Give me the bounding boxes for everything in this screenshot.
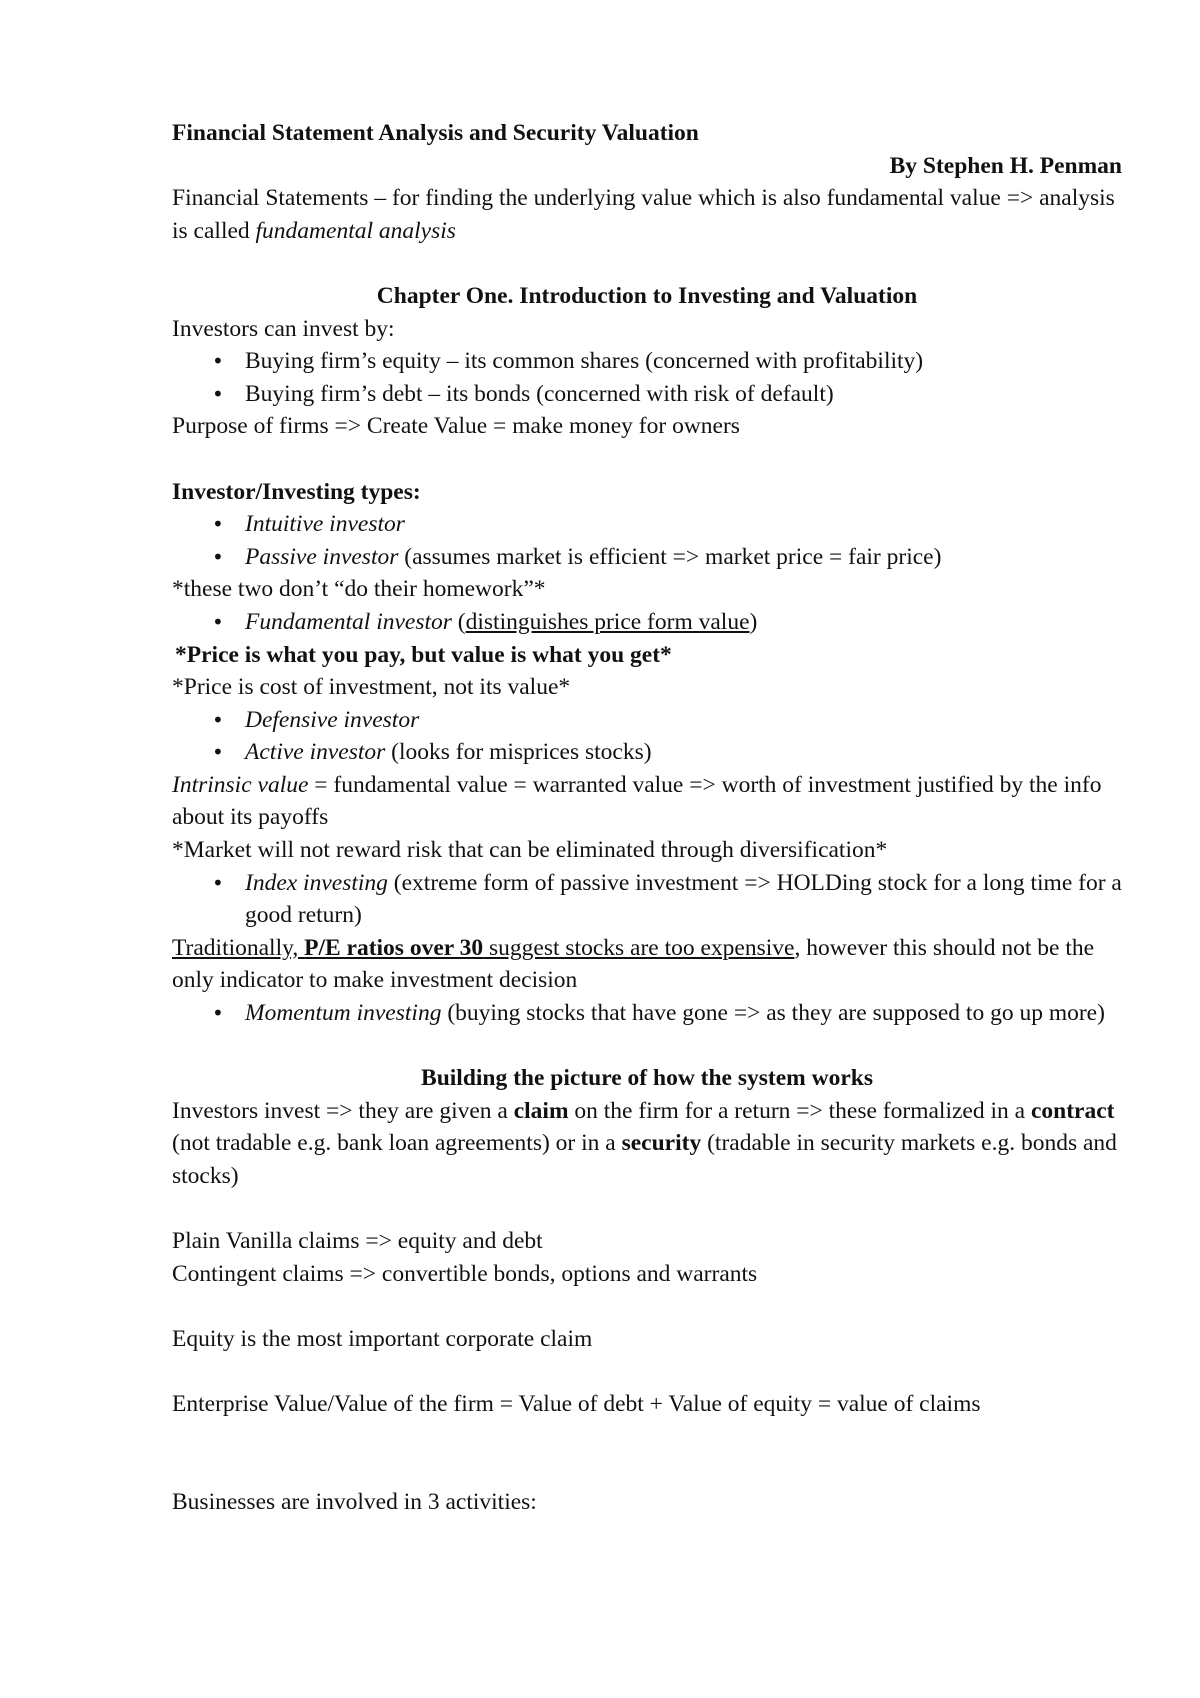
purpose-line: Purpose of firms => Create Value = make money for owners bbox=[172, 413, 740, 440]
document-title: Financial Statement Analysis and Security Valuation bbox=[172, 120, 699, 146]
enterprise-value-paragraph: Enterprise Value/Value of the firm = Value of debt + Value of equity = value of claims bbox=[172, 1391, 981, 1418]
types-list-4 bbox=[172, 867, 1122, 932]
types-list-1 bbox=[172, 508, 1122, 573]
activities-line: Businesses are involved in 3 activities: bbox=[172, 1488, 537, 1515]
equity-important-line: Equity is the most important corporate claim bbox=[172, 1325, 593, 1352]
invest-list bbox=[172, 345, 1122, 410]
list-item: • Buying firm’s debt – its bonds (concerned with risk of default) bbox=[172, 378, 1122, 411]
price-cost-note: *Price is cost of investment, not its value* bbox=[172, 674, 571, 701]
list-item: • Passive investor (assumes market is efficient => market price = fair price) bbox=[172, 541, 1122, 574]
list-item: • Defensive investor bbox=[172, 704, 1122, 737]
list-item: • Fundamental investor (distinguishes price form value) bbox=[172, 606, 1122, 639]
contingent-line: Contingent claims => convertible bonds, options and warrants bbox=[172, 1260, 758, 1287]
market-note: *Market will not reward risk that can be eliminated through diversification* bbox=[172, 837, 888, 864]
plain-vanilla-line: Plain Vanilla claims => equity and debt bbox=[172, 1228, 543, 1255]
claims-paragraph: Investors invest => they are given a claim on the firm for a return => these formalized in a contract (not tradable e.g. bank loan agreements) or in a security (tradable in security markets e.g. bonds and stocks) bbox=[172, 1097, 1117, 1189]
investors-can-invest: Investors can invest by: bbox=[172, 315, 395, 342]
list-item: • Momentum investing (buying stocks that have gone => as they are supposed to go up more) bbox=[172, 997, 1122, 1030]
document-page bbox=[172, 117, 1122, 1518]
list-item: • Intuitive investor bbox=[172, 508, 1122, 541]
types-list-2 bbox=[172, 606, 1122, 639]
intrinsic-value-paragraph: Intrinsic value = fundamental value = warranted value => worth of investment justified by the info about its payoffs bbox=[172, 771, 1102, 831]
pe-ratio-paragraph: Traditionally, P/E ratios over 30 suggest stocks are too expensive, however this should not be the only indicator to make investment decision bbox=[172, 934, 1095, 994]
list-item: • Index investing (extreme form of passive investment => HOLDing stock for a long time for a good return) bbox=[172, 867, 1122, 932]
system-heading: Building the picture of how the system works bbox=[421, 1065, 873, 1092]
document-author: By Stephen H. Penman bbox=[889, 152, 1122, 179]
chapter-heading: Chapter One. Introduction to Investing and Valuation bbox=[376, 282, 918, 309]
list-item: • Active investor (looks for misprices stocks) bbox=[172, 736, 1122, 769]
homework-note: *these two don’t “do their homework”* bbox=[172, 576, 546, 603]
intro-paragraph: Financial Statements – for finding the underlying value which is also fundamental value => analysis is called fundamental analysis bbox=[172, 185, 1115, 244]
types-list-5 bbox=[172, 997, 1122, 1030]
price-quote: *Price is what you pay, but value is what you get* bbox=[175, 641, 672, 668]
types-heading: Investor/Investing types: bbox=[172, 478, 421, 505]
list-item: • Buying firm’s equity – its common shares (concerned with profitability) bbox=[172, 345, 1122, 378]
types-list-3 bbox=[172, 704, 1122, 769]
